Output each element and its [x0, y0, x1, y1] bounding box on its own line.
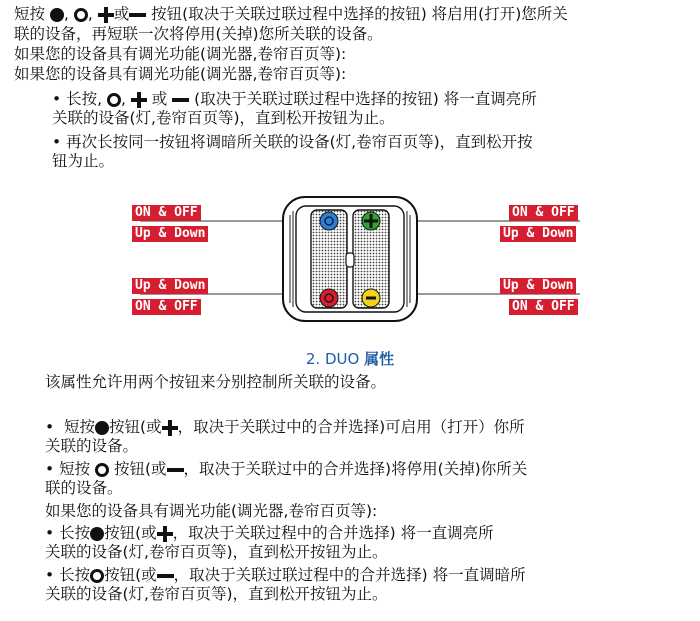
- bullet: •: [45, 460, 55, 478]
- dim-item-2-text: 再次长按同一按钮将调暗所关联的设备(灯,卷帘百页等)，直到松开按: [66, 133, 533, 151]
- label-bottom-left-up-down: Up & Down: [132, 278, 208, 294]
- ring-icon: [107, 93, 121, 107]
- duo-dimming-heading: 如果您的设备具有调光功能(调光器,卷帘百页等):: [45, 502, 378, 520]
- intro-text-post: 按钮(取决于关联过联过程中选择的按钮) 将启用(打开)您所关: [151, 5, 568, 23]
- duo-dim-item-1-line-1: [45, 524, 665, 543]
- dim-item-2-line-2: 钮为止。: [52, 152, 115, 170]
- label-bottom-right-on-off: ON & OFF: [509, 299, 578, 315]
- duo-item-1-pre: 短按: [64, 418, 96, 436]
- duo-dim-item-1-line-2: 关联的设备(灯,卷帘百页等)，直到松开按钮为止。: [45, 543, 388, 561]
- intro-sep-1: ,: [63, 5, 69, 23]
- minus-icon: [167, 468, 184, 472]
- duo-dim-item-1-mid: 按钮(或: [104, 524, 157, 542]
- switch-figure: [0, 195, 700, 330]
- dim-item-1-line-1: [52, 90, 662, 109]
- label-bottom-right-up-down: Up & Down: [500, 278, 576, 294]
- duo-item-1-mid: 按钮(或: [109, 418, 162, 436]
- button-bottom-left-red: [320, 289, 338, 307]
- duo-item-1-line-1: [45, 418, 665, 437]
- button-top-left-blue: [320, 212, 338, 230]
- duo-item-2-line-1: [45, 460, 665, 479]
- plus-symbol-green-v: [370, 214, 373, 228]
- ring-icon: [95, 463, 109, 477]
- dimming-heading-b: 如果您的设备具有调光功能(调光器,卷帘百页等):: [14, 65, 347, 83]
- duo-item-1-line-2: 关联的设备。: [45, 437, 139, 455]
- wall-switch-diagram: [0, 195, 700, 330]
- dimming-heading-a: 如果您的设备具有调光功能(调光器,卷帘百页等):: [14, 45, 347, 63]
- bullet: •: [45, 418, 55, 436]
- duo-dim-item-1-pre: 长按: [59, 524, 91, 542]
- duo-item-2-pre: 短按: [59, 460, 91, 478]
- filled-circle-icon: [50, 8, 64, 22]
- intro-line-1: [14, 5, 689, 24]
- minus-icon: [129, 13, 146, 17]
- label-top-right-on-off: ON & OFF: [509, 205, 578, 221]
- dim-item-1-sep: ,: [120, 90, 126, 108]
- label-top-left-on-off: ON & OFF: [132, 205, 201, 221]
- dim-item-1-post: (取决于关联过联过程中选择的按钮) 将一直调亮所: [194, 90, 537, 108]
- caption-title: 属性: [364, 350, 395, 368]
- dim-item-1-or: 或: [151, 90, 168, 108]
- bullet: •: [52, 90, 62, 108]
- duo-dim-item-2-mid: 按钮(或: [104, 566, 157, 584]
- duo-dim-item-2-line-1: [45, 566, 665, 585]
- filled-circle-icon: [95, 421, 109, 435]
- ring-icon: [90, 569, 104, 583]
- plus-icon: [131, 92, 147, 108]
- intro-sep-2: ,: [87, 5, 93, 23]
- plus-icon: [162, 420, 178, 436]
- duo-item-2-mid: 按钮(或: [113, 460, 167, 478]
- figure-caption: [0, 348, 700, 369]
- duo-item-2-post: ，取决于关联过中的合并选择)将停用(关掉)你所关: [183, 460, 528, 478]
- dim-item-1-line-2: 关联的设备(灯,卷帘百页等)，直到松开按钮为止。: [52, 109, 395, 127]
- ring-icon: [74, 8, 88, 22]
- dim-item-1-pre: 长按,: [66, 90, 103, 108]
- minus-icon: [157, 574, 174, 578]
- minus-symbol-yellow: [366, 297, 376, 300]
- bullet: •: [52, 133, 62, 151]
- duo-dim-item-2-pre: 长按: [59, 566, 91, 584]
- intro-or: 或: [113, 5, 130, 23]
- duo-dim-item-2-line-2: 关联的设备(灯,卷帘百页等)，直到松开按钮为止。: [45, 585, 388, 603]
- minus-icon: [172, 98, 189, 102]
- duo-item-2-line-2: 联的设备。: [45, 479, 123, 497]
- label-bottom-left-on-off: ON & OFF: [132, 299, 201, 315]
- filled-circle-icon: [90, 527, 104, 541]
- bullet: •: [45, 566, 55, 584]
- duo-dim-item-2-post: ，取决于关联过联过程中的合并选择) 将一直调暗所: [173, 566, 526, 584]
- plus-icon: [98, 7, 114, 23]
- caption-number: 2. DUO: [305, 350, 360, 368]
- led-slot: [346, 253, 354, 267]
- plus-icon: [157, 526, 173, 542]
- label-top-left-up-down: Up & Down: [132, 226, 208, 242]
- duo-description: 该属性允许用两个按钮来分别控制所关联的设备。: [45, 373, 387, 391]
- duo-dim-item-1-post: ，取决于关联过程中的合并选择) 将一直调亮所: [172, 524, 494, 542]
- dim-item-2-line-1: [52, 133, 662, 152]
- bullet: •: [45, 524, 55, 542]
- intro-text-pre: 短按: [14, 5, 46, 23]
- duo-item-1-post: ，取决于关联过中的合并选择)可启用（打开）你所: [177, 418, 525, 436]
- label-top-right-up-down: Up & Down: [500, 226, 576, 242]
- intro-line-2: 联的设备，再短联一次将停用(关掉)您所关联的设备。: [14, 25, 383, 43]
